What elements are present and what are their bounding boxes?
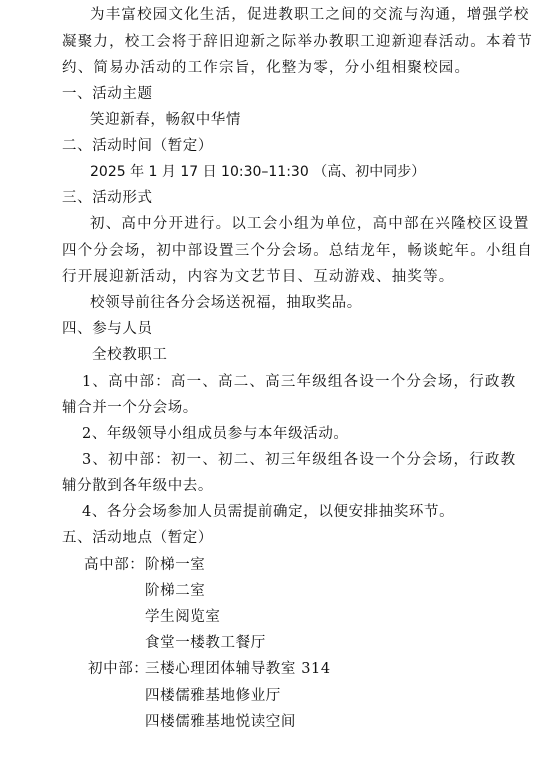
- middle-school-venue-3: 四楼儒雅基地悦读空间: [145, 714, 296, 730]
- section-4-item-1-line-1: 1、高中部：高一、高二、高三年级组各设一个分会场，行政教: [82, 374, 517, 390]
- middle-school-venue-2: 四楼儒雅基地修业厅: [145, 688, 281, 704]
- intro-line-2: 凝聚力，校工会将于辞旧迎新之际举办教职工迎新迎春活动。本着节: [62, 34, 533, 50]
- high-school-venue-2: 阶梯二室: [145, 583, 206, 599]
- section-1-heading: 一、活动主题: [62, 86, 153, 102]
- section-4-item-3-line-2: 辅分散到各年级中去。: [62, 478, 213, 494]
- section-3-line-2: 四个分会场，初中部设置三个分会场。总结龙年，畅谈蛇年。小组自: [62, 243, 533, 259]
- high-school-venue-1: 阶梯一室: [145, 557, 206, 573]
- high-school-venue-4: 食堂一楼教工餐厅: [145, 635, 266, 651]
- section-4-all-staff: 全校教职工: [92, 347, 168, 363]
- high-school-venue-3: 学生阅览室: [145, 609, 221, 625]
- section-4-item-2: 2、年级领导小组成员参与本年级活动。: [82, 426, 349, 442]
- section-2-heading: 二、活动时间（暂定）: [62, 138, 213, 154]
- section-4-item-3-line-1: 3、初中部：初一、初二、初三年级组各设一个分会场，行政教: [82, 452, 517, 468]
- section-5-heading: 五、活动地点（暂定）: [62, 530, 213, 546]
- intro-line-1: 为丰富校园文化生活，促进教职工之间的交流与沟通，增强学校: [90, 7, 530, 23]
- section-2-body: 2025 年 1 月 17 日 10:30–11:30 （高、初中同步）: [90, 164, 426, 180]
- section-3-heading: 三、活动形式: [62, 190, 153, 206]
- section-4-heading: 四、参与人员: [62, 321, 153, 337]
- section-3-line-3: 行开展迎新活动，内容为文艺节目、互动游戏、抽奖等。: [62, 269, 455, 285]
- section-1-body: 笑迎新春，畅叙中华情: [90, 112, 241, 128]
- high-school-label: 高中部：: [84, 557, 145, 573]
- middle-school-venue-1: 三楼心理团体辅导教室 314: [145, 661, 331, 677]
- intro-line-3: 约、简易办活动的工作宗旨，化整为零，分小组相聚校园。: [62, 60, 471, 76]
- middle-school-label: 初中部：: [88, 661, 149, 677]
- section-3-line-1: 初、高中分开进行。以工会小组为单位，高中部在兴隆校区设置: [90, 216, 530, 232]
- section-4-item-4: 4、各分会场参加人员需提前确定，以便安排抽奖环节。: [82, 504, 455, 520]
- section-3-line-4: 校领导前往各分会场送祝福，抽取奖品。: [90, 295, 362, 311]
- section-4-item-1-line-2: 辅合并一个分会场。: [62, 400, 198, 416]
